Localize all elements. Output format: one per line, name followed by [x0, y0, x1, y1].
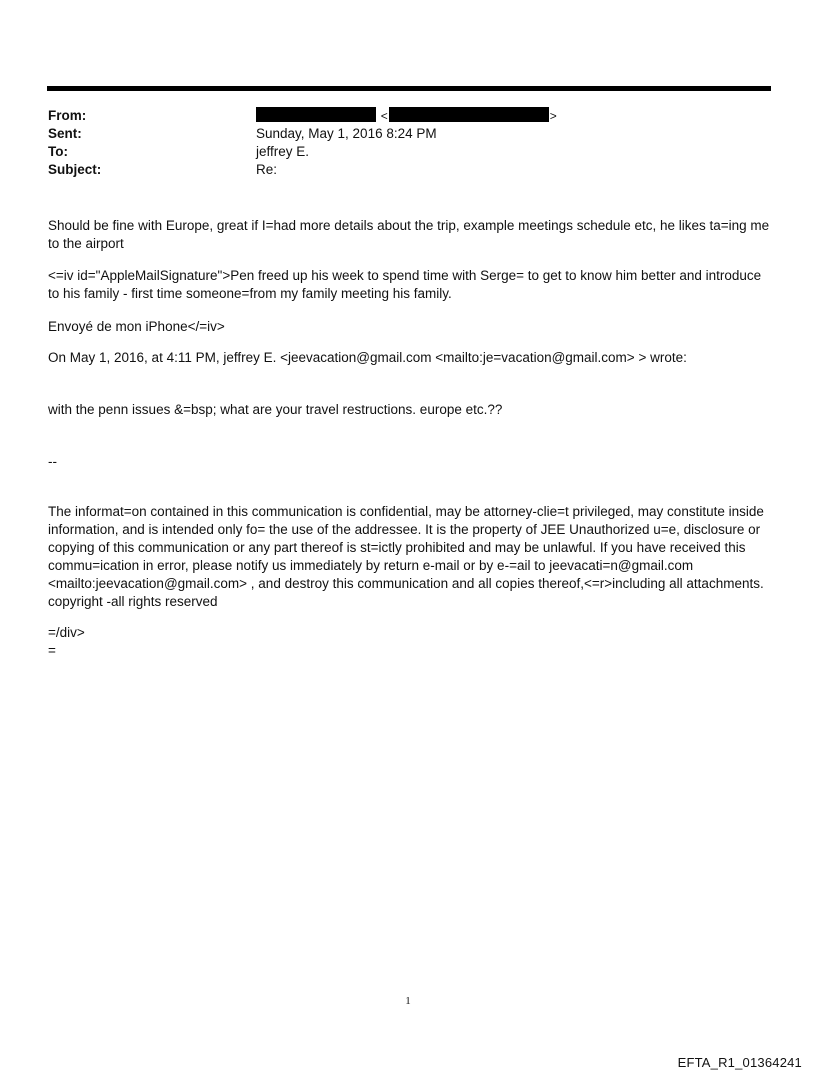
- from-label: From:: [48, 108, 87, 123]
- closing-eq: =: [48, 643, 56, 658]
- email-header: [48, 107, 768, 179]
- sent-row: [48, 125, 768, 143]
- to-value: jeffrey E.: [256, 144, 310, 159]
- to-row: [48, 143, 768, 161]
- sent-label: Sent:: [48, 126, 82, 141]
- subject-label: Subject:: [48, 162, 102, 177]
- signature-separator: --: [48, 454, 57, 469]
- document-id: EFTA_R1_01364241: [677, 1055, 802, 1070]
- header-divider: [47, 86, 771, 91]
- from-row: [48, 107, 768, 125]
- redacted-sender-email: [389, 107, 549, 122]
- redacted-sender-name: [256, 107, 376, 122]
- body-paragraph-3: Envoyé de mon iPhone</=iv>: [48, 319, 225, 334]
- closing-tag: =/div>: [48, 625, 85, 640]
- to-label: To:: [48, 144, 68, 159]
- sent-value: Sunday, May 1, 2016 8:24 PM: [256, 126, 437, 141]
- body-paragraph-1: Should be fine with Europe, great if I=had more details about the trip, example meetings schedule etc, he likes ta=ing me to the airport: [48, 218, 770, 251]
- body-paragraph-2: <=iv id="AppleMailSignature">Pen freed up his week to spend time with Serge= to get to know him better and introduce to his family - first time someone=from my family meeting his family.: [48, 268, 762, 301]
- page-number: 1: [405, 995, 411, 1007]
- from-value: [256, 107, 558, 125]
- disclaimer-text: The informat=on contained in this communication is confidential, may be attorney-clie=t privileged, may constitute inside information, and is intended only fo= the use of the addressee. It is the property of JEE Unauthorized u=e, disclosure or copying of this communication or any part thereof is st=ictly prohibited and may be unlawful. If you have received this commu=ication in error, please notify us immediately by return e-mail or by e-=ail to jeevacati=n@gmail.com <mailto:jeevacation@gmail.com> , and destroy this communication and all copies thereof,<=r>including all attachments. copyright -all rights reserved: [48, 504, 764, 609]
- from-close-bracket: >: [549, 109, 557, 123]
- subject-value: Re:: [256, 162, 278, 177]
- quoted-header: On May 1, 2016, at 4:11 PM, jeffrey E. <jeevacation@gmail.com <mailto:je=vacation@gmail.com> > wrote:: [48, 350, 687, 365]
- subject-row: [48, 161, 768, 179]
- email-body: [48, 217, 772, 660]
- from-open-bracket: <: [380, 109, 388, 123]
- quoted-message: with the penn issues &=bsp; what are your travel restructions. europe etc.??: [48, 402, 503, 417]
